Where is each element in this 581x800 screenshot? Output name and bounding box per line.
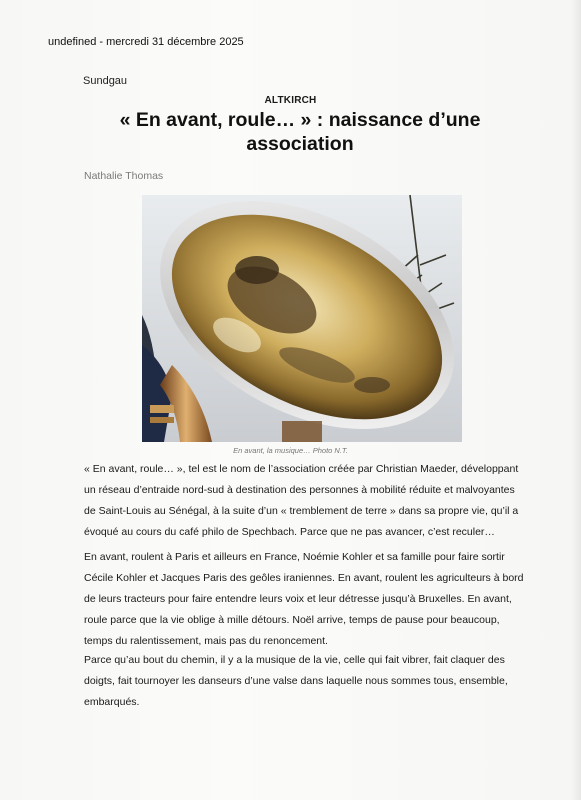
article-paragraph-3: Parce qu’au bout du chemin, il y a la musique de la vie, celle qui fait vibrer, fait claquer des doigts, fait tournoyer les danseurs d’une valse dans laquelle nous sommes tous, ensemble, embarqués. (84, 654, 508, 708)
kicker-location: ALTKIRCH (264, 95, 317, 106)
article-paragraph-2: En avant, roulent à Paris et ailleurs en France, Noémie Kohler et sa famille pour faire sortir Cécile Kohler et Jacques Paris des geôles iraniennes. En avant, roulent les agriculteurs à bord de leurs tracteurs pour faire entendre leurs voix et leur détresse jusqu’à Bruxelles. En avant, roule parce que la vie oblige à mille détours. Noël arrive, temps de pause pour beaucoup, temps du ralentissement, mais pas du renoncement. (84, 551, 524, 647)
tuba-bell-illustration (142, 195, 462, 442)
page-edge-shadow (571, 0, 581, 800)
section-label: Sundgau (83, 75, 128, 87)
article-paragraph-1: « En avant, roule… », tel est le nom de l’association créée par Christian Maeder, développant un réseau d’entraide nord-sud à destination des personnes à mobilité réduite et malvoyantes de Saint-Louis au Sénégal, à la suite d’un « tremblement de terre » dans sa propre vie, qu’il a évoqué au cours du café philo de Spechbach. Parce que ne pas avancer, c’est reculer… (84, 463, 519, 538)
article-photo (142, 195, 462, 442)
date-line: undefined - mercredi 31 décembre 2025 (48, 36, 244, 48)
photo-caption: En avant, la musique… Photo N.T. (233, 446, 348, 455)
article-headline: « En avant, roule… » : naissance d’une association (119, 109, 481, 155)
author-byline: Nathalie Thomas (84, 170, 164, 182)
